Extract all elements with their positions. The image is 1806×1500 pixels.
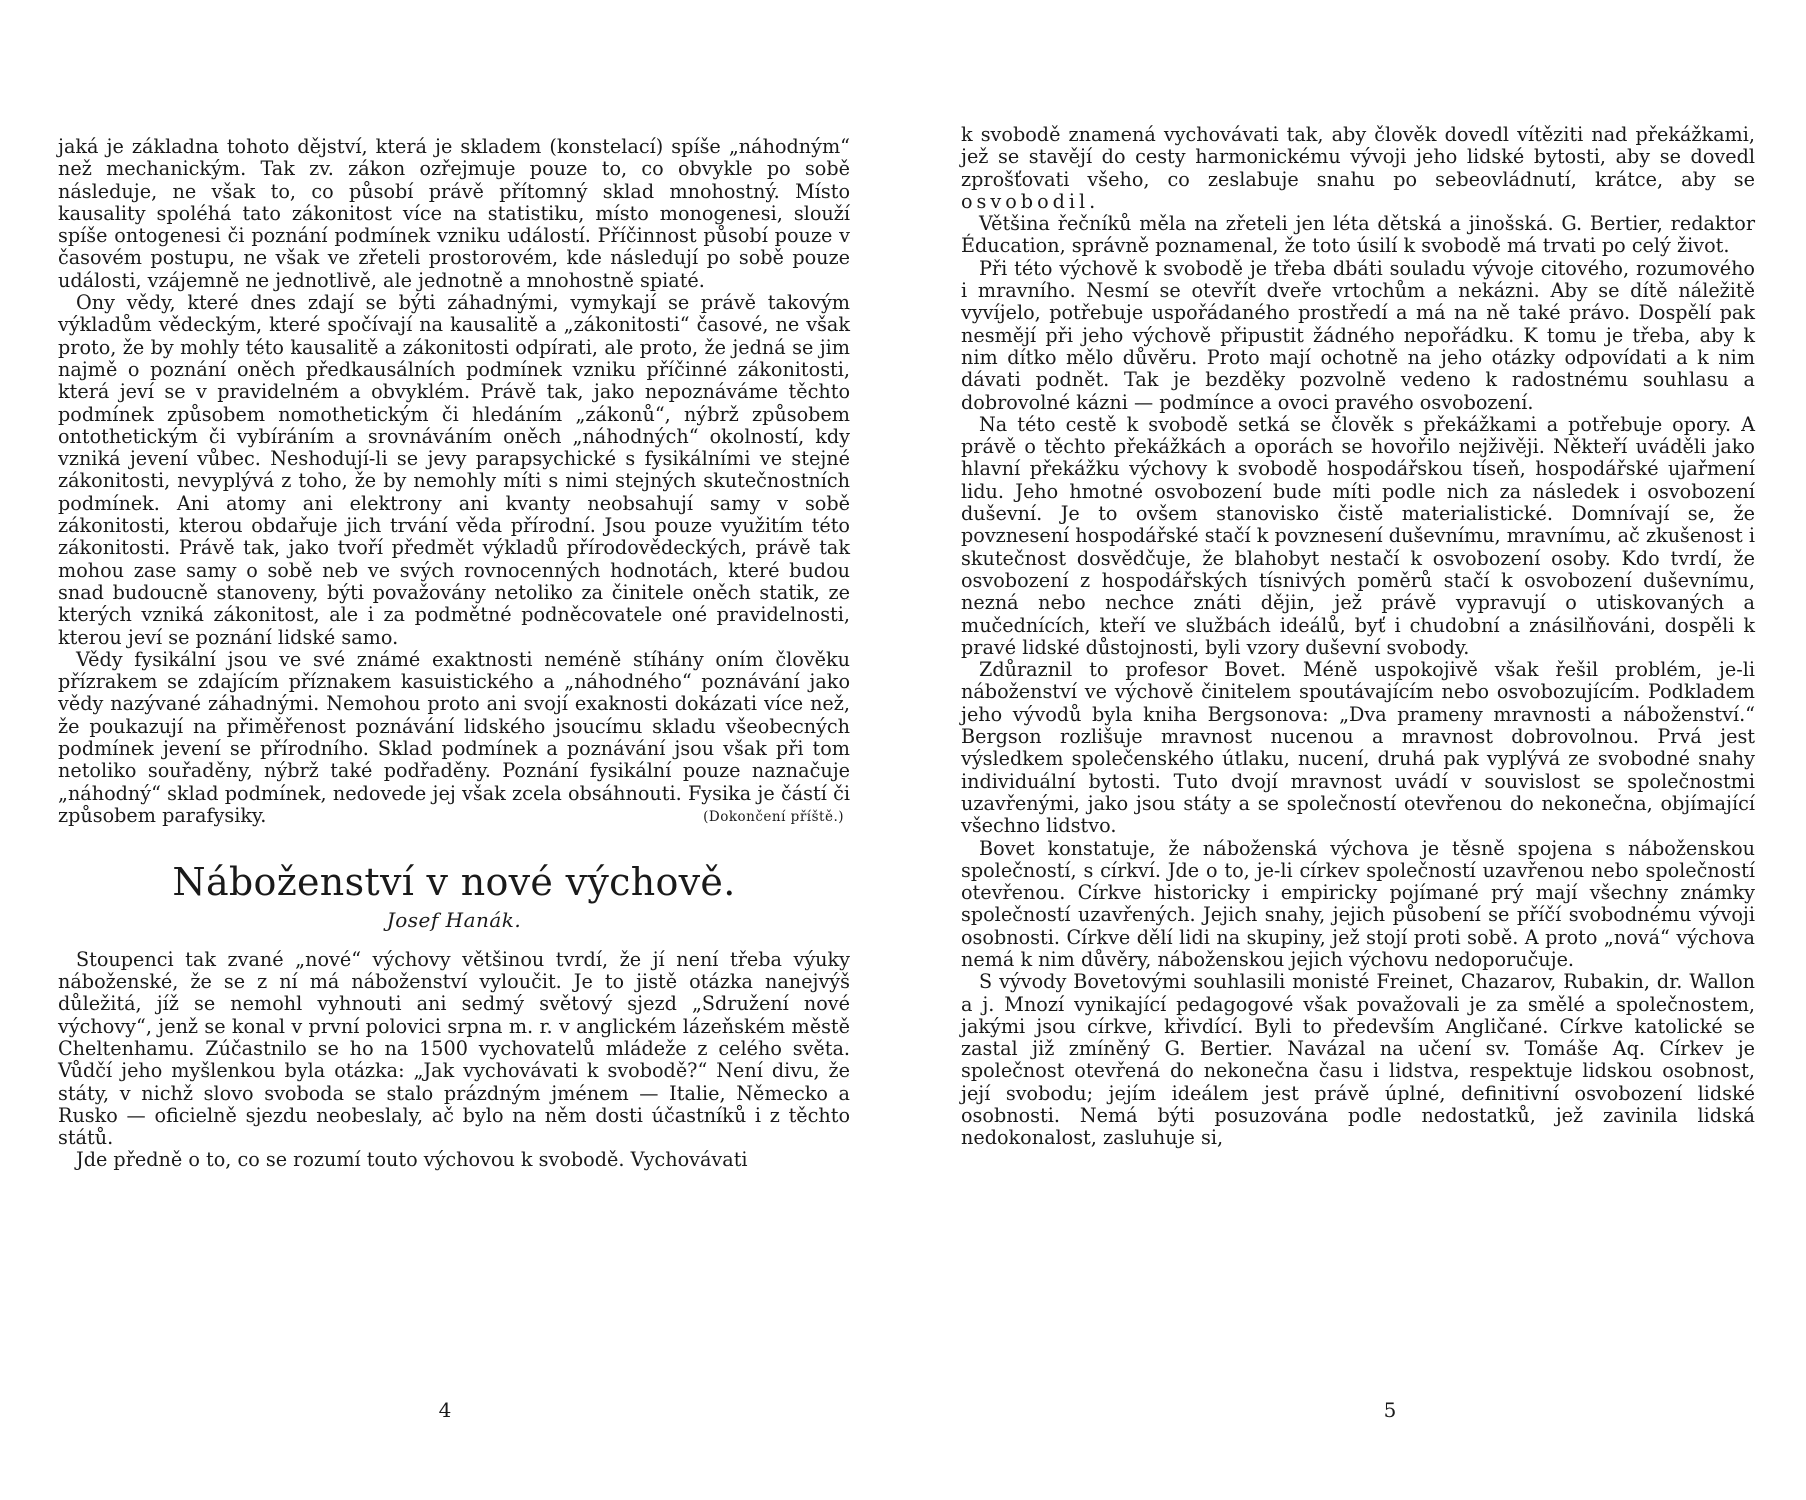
paragraph: Na této cestě k svobodě setká se člověk s překážkami a potřebuje opory. A právě o těchto překážkách a oporách se hovořilo nejživěji. Někteří uváděli jako hlavní překážku výchovy k svobodě hospodářskou tíseň, hospodářské ujařmení lidu. Jeho hmotné osvobození bude míti podle nich za následek i osvobození duševní. Je to ovšem stanovisko čistě materialistické. Domnívají se, že povznesení hospodářské stačí k povznesení duševnímu, mravnímu, ač zkušenost i skutečnost dosvědčuje, že blahobyt nestačí k osvobození osoby. Kdo tvrdí, že osvobození z hospodářských tísnivých poměrů stačí k osvobození duševnímu, nezná nebo nechce znáti dějin, jež právě vypravují o utiskovaných a mučednících, kteří ve službách ideálů, byť i chudobní a znásilňováni, dospěli k pravé lidské důstojnosti, byli vzory duševní svobody. <box>961 412 1755 659</box>
page-number: 5 <box>1383 1398 1397 1422</box>
paragraph: Stoupenci tak zvané „nové“ výchovy většinou tvrdí, že jí není třeba výuky náboženské, že se z ní má náboženství vyloučit. Je to jistě otázka nanejvýš důležitá, jíž se nemohl vyhnouti ani sedmý světový sjezd „Sdružení nové výchovy“, jenž se konal v první polovici srpna m. r. v anglickém lázeňském městě Cheltenhamu. Zúčastnilo se ho na 1500 vychovatelů mládeže z celého světa. Vůdčí jeho myšlenkou byla otázka: „Jak vychovávati k svobodě?“ Není divu, že státy, v nichž slovo svoboda se stalo prázdným jménem — Italie, Německo a Rusko — oficielně sjezdu neobeslaly, ač bylo na něm dosti účastníků i z těchto států. <box>58 947 850 1150</box>
paragraph: jaká je základna tohoto dějství, která je skladem (konstelací) spíše „náhodným“ než mechanickým. Tak zv. zákon ozřejmuje pouze to, co obvykle po sobě následuje, ne však to, co působí právě přítomný sklad mnohostný. Místo kausality spoléhá tato zákonitost více na statistiku, místo monogenesi, slouží spíše ontogenesi či poznání podmínek vzniku událostí. Příčinnost působí pouze v časovém postupu, ne však ve zřeteli prostorovém, kde následují po sobě pouze události, vzájemně ne jednotlivě, ale jednotně a mnohostně spiaté. <box>58 135 850 292</box>
page-number: 4 <box>438 1398 452 1422</box>
paragraph <box>961 124 1755 213</box>
paragraph: Při této výchově k svobodě je třeba dbáti souladu vývoje citového, rozumového i mravního. Nesmí se otevřít dveře vrtochům a nekázni. Aby se dítě náležitě vyvíjelo, potřebuje uspořádaného prostředí a má na ně také právo. Dospělí pak nesmějí při jeho výchově připustit žádného nepořádku. K tomu je třeba, aby k nim dítko mělo důvěru. Proto mají ochotně na jeho otázky odpovídati a k nim dávati podnět. Tak je bezděky pozvolně vedeno k radostnému souhlasu a dobrovolné kázni — podmínce a ovoci pravého osvobození. <box>961 256 1755 414</box>
paragraph: Většina řečníků měla na zřeteli jen léta dětská a jinošská. G. Bertier, redaktor Éducation, správně poznamenal, že toto úsilí k svobodě má trvati po celý život. <box>961 212 1755 258</box>
paragraph: S vývody Bovetovými souhlasili monisté Freinet, Chazarov, Rubakin, dr. Wallon a j. Mnozí vynikající pedagogové však považovali je za smělé a společnostem, jakými jsou církve, křivdící. Byli to především Angličané. Církve katolické se zastal již zmíněný G. Bertier. Navázal na učení sv. Tomáše Aq. Církev je společnost otevřená do nekonečna času i lidstva, respektuje lidskou osobnost, její svobodu; jejím ideálem jest právě úplné, definitivní osvobození lidské osobnosti. Nemá býti posuzována podle nedostatků, jež zavinila lidská nedokonalost, zasluhuje si, <box>961 970 1755 1150</box>
article-title: Náboženství v nové výchově. <box>172 859 736 904</box>
paragraph: Vědy fysikální jsou ve své známé exaktnosti neméně stíhány oním člověku přízrakem se zdajícím příznakem kasuistického a „náhodného“ poznávání jako vědy nazývané záhadnými. Nemohou proto ani svojí exaknosti dokázati více než, že poukazují na přiměřenost poznávání lidského jsoucímu skladu všeobecných podmínek jevení se přírodního. Sklad podmínek a poznávání jsou však při tom netoliko souřaděny, nýbrž také podřaděny. Poznání fysikální pouze naznačuje „náhodný“ sklad podmínek, nedovede jej však zcela obsáhnouti. Fysika je částí či způsobem parafysiky. <box>58 647 850 827</box>
left-text-column <box>58 136 850 1172</box>
right-page <box>903 0 1806 1500</box>
emphasized-word: osvobodil. <box>961 189 1100 213</box>
continued-note: (Dokončení příště.) <box>703 809 844 826</box>
paragraph: Jde předně o to, co se rozumí touto výchovou k svobodě. Vychovávati <box>76 1148 748 1172</box>
paragraph: Zdůraznil to profesor Bovet. Méně uspokojivě však řešil problém, je-li náboženství ve výchově činitelem spoutávajícím nebo osvobozujícím. Podkladem jeho vývodů byla kniha Bergsonova: „Dva prameny mravnosti a náboženství.“ Bergson rozlišuje mravnost nucenou a mravnost dobrovolnou. Prvá jest výsledkem společenského útlaku, nucení, druhá pak vyplývá ze svobodné snahy individuální bytosti. Tuto dvojí mravnost uvádí v souvislost se společnostmi uzavřenými, jako jsou státy a se společností otevřenou do nekonečna, objímající všechno lidstvo. <box>961 658 1755 838</box>
paragraph: Ony vědy, které dnes zdají se býti záhadnými, vymykají se právě takovým výkladům vědeckým, které spočívají na kausalitě a „zákonitosti“ časové, ne však proto, že by mohly této kausalitě a zákonitosti odpírati, ale proto, že jedná se jim najmě o poznání oněch předkausálních podmínek vzniku příčinné zákonitosti, která jeví se v pravidelném a obvyklém. Právě tak, jako nepoznáváme těchto podmínek způsobem nomothetickým či hledáním „zákonů“, nýbrž způsobem ontothetickým či vybíráním a srovnáváním oněch „náhodných“ okolností, kdy vzniká jevení vůbec. Neshodují-li se jevy parapsychické s fysikálními ve stejné zákonitosti, nevyplývá z toho, že by nemohly míti s nimi stejných skutečnostních podmínek. Ani atomy ani elektrony ani kvanty neobsahují samy v sobě zákonitosti, kterou obdařuje jich trvání věda přírodní. Jsou pouze využitím této zákonitosti. Právě tak, jako tvoří předmět výkladů přírodovědeckých, právě tak mohou zase samy o sobě neb ve svých rovnocenných hodnotách, které budou snad budoucně stanoveny, býti považovány netoliko za činitele oněch statik, ze kterých vzniká zákonitost, ale i za podmětné podněcovatele oné pravidelnosti, kterou jeví se poznání lidské samo. <box>58 291 850 649</box>
paragraph-text: k svobodě znamená vychovávati tak, aby člověk dovedl vítěziti nad překážkami, jež se stavějí do cesty harmonickému vývoji jeho lidské bytosti, aby se dovedl zprošťovati všeho, co zeslabuje snahu po sebeovládnutí, krátce, aby se <box>961 123 1755 191</box>
right-text-column <box>961 124 1755 1150</box>
paragraph: Bovet konstatuje, že náboženská výchova je těsně spojena s náboženskou společností, s církví. Jde o to, je-li církev společností uzavřenou nebo společností otevřenou. Církve historicky i empiricky pojímané prý mají všechny známky společností uzavřených. Jejich snahy, jejich působení se příčí svobodnému vývoji osobnosti. Církve dělí lidi na skupiny, jež stojí proti sobě. A proto „nová“ výchova nemá k nim důvěry, náboženskou jejich výchovu nedoporučuje. <box>961 836 1755 971</box>
article-author: Josef Hanák. <box>386 907 522 932</box>
